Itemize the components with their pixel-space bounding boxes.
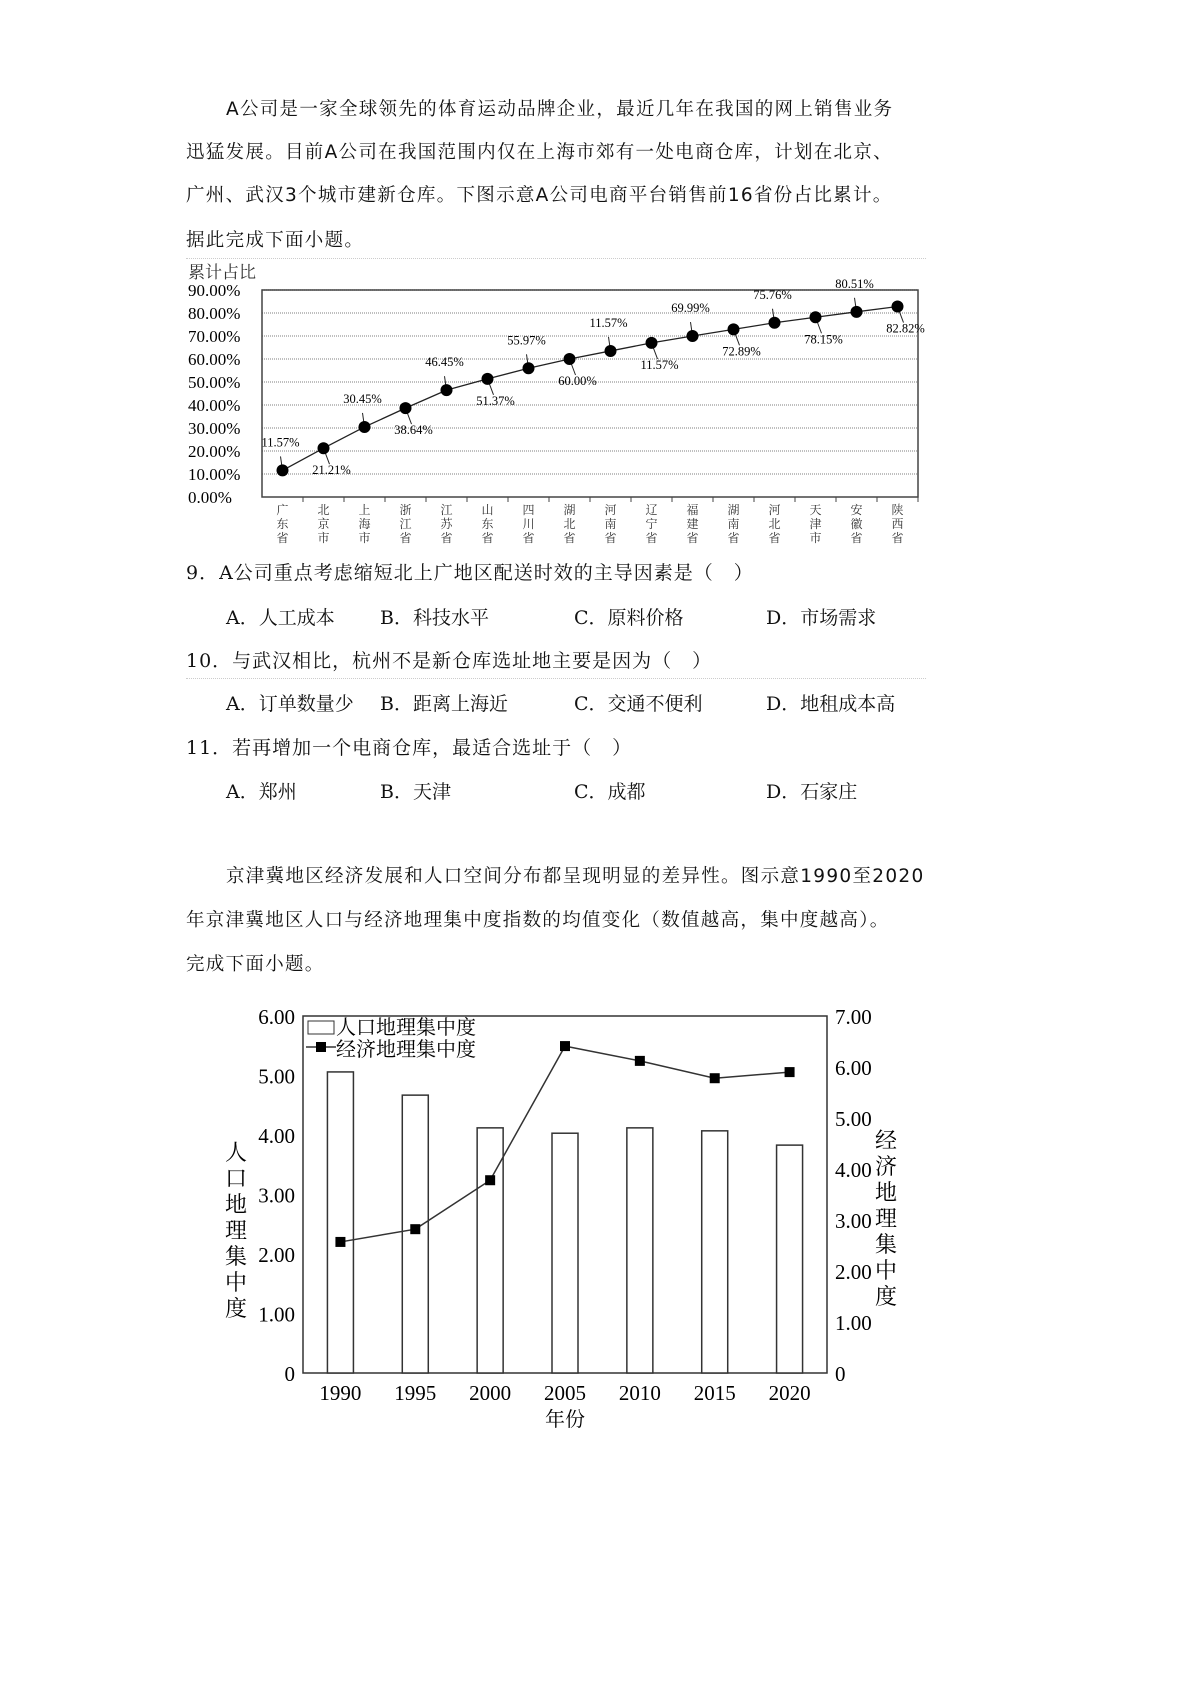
y-tick-label: 60.00% [188, 350, 241, 369]
data-label: 78.15% [804, 332, 843, 347]
left-axis-title: 地 [224, 1192, 248, 1217]
passage2-line: 完成下面小题。 [186, 954, 325, 975]
bar [777, 1145, 803, 1373]
q11-option-d: D．石家庄 [766, 781, 858, 803]
data-point [810, 311, 822, 323]
data-label: 46.45% [425, 355, 464, 370]
x-tick-label: 海 [358, 517, 371, 531]
x-tick-label: 2020 [768, 1381, 811, 1405]
right-tick-label: 4.00 [835, 1158, 872, 1182]
x-tick-label: 山 [481, 503, 494, 517]
left-tick-label: 4.00 [258, 1124, 295, 1148]
data-point [892, 301, 904, 313]
x-tick-label: 辽 [645, 503, 658, 517]
x-tick-label: 省 [727, 531, 740, 545]
data-point [523, 362, 535, 374]
x-tick-label: 苏 [440, 517, 453, 531]
cumulative-share-chart [0, 0, 1200, 560]
x-tick-label: 上 [358, 503, 371, 517]
x-tick-label: 省 [481, 531, 494, 545]
x-tick-label: 省 [276, 531, 289, 545]
data-point [646, 337, 658, 349]
q10-option-a: A．订单数量少 [226, 693, 354, 715]
q10-option-d: D．地租成本高 [766, 693, 896, 715]
right-tick-label: 7.00 [835, 1005, 872, 1029]
left-tick-label: 3.00 [258, 1183, 295, 1208]
data-label: 82.82% [886, 321, 925, 336]
q9-option-a: A．人工成本 [226, 607, 335, 629]
right-tick-label: 2.00 [835, 1260, 872, 1284]
data-point [277, 464, 289, 476]
y-tick-label: 10.00% [188, 465, 241, 484]
q9-option-c: C．原料价格 [574, 607, 684, 629]
left-tick-label: 5.00 [258, 1064, 295, 1089]
legend-label: 经济地理集中度 [336, 1039, 476, 1061]
data-point [560, 1041, 570, 1051]
q9-option-b: B．科技水平 [380, 607, 489, 629]
left-axis-title: 理 [224, 1218, 248, 1243]
x-tick-label: 省 [645, 531, 658, 545]
y-tick-label: 0.00% [188, 488, 232, 507]
left-tick-label: 0 [284, 1362, 295, 1386]
legend-marker [316, 1042, 326, 1052]
data-point [635, 1056, 645, 1066]
data-point [728, 323, 740, 335]
x-tick-label: 建 [686, 517, 699, 531]
x-tick-label: 省 [891, 531, 904, 545]
data-point [710, 1073, 720, 1083]
y-tick-label: 70.00% [188, 327, 241, 346]
x-tick-label: 北 [768, 517, 781, 531]
x-tick-label: 京 [317, 517, 330, 531]
x-tick-label: 市 [317, 531, 330, 545]
y-tick-label: 90.00% [188, 281, 241, 300]
q10-option-c: C．交通不便利 [574, 693, 703, 715]
data-label: 60.00% [558, 374, 597, 388]
y-tick-label: 50.00% [188, 373, 241, 392]
passage1-line: A公司是一家全球领先的体育运动品牌企业，最近几年在我国的网上销售业务 [226, 99, 894, 120]
x-tick-label: 陕 [891, 503, 904, 517]
data-point [564, 353, 576, 365]
y-tick-label: 80.00% [188, 304, 241, 323]
x-tick-label: 南 [604, 517, 617, 531]
left-tick-label: 2.00 [258, 1243, 295, 1267]
data-point [400, 402, 412, 414]
right-tick-label: 5.00 [835, 1107, 872, 1131]
bar [702, 1131, 728, 1373]
data-label: 11.57% [589, 315, 628, 330]
right-axis-title: 理 [874, 1206, 898, 1231]
data-point [785, 1067, 795, 1077]
passage2-line: 年京津冀地区人口与经济地理集中度指数的均值变化（数值越高，集中度越高）。 [186, 910, 890, 931]
x-tick-label: 四 [522, 503, 535, 517]
data-point [410, 1224, 420, 1234]
data-point [851, 306, 863, 318]
data-point [441, 384, 453, 396]
x-tick-label: 省 [440, 531, 453, 545]
data-label: 55.97% [507, 333, 546, 348]
x-tick-label: 江 [399, 517, 412, 531]
passage2-line: 京津冀地区经济发展和人口空间分布都呈现明显的差异性。图示意1990至2020 [226, 866, 925, 887]
q11-option-b: B．天津 [380, 781, 451, 803]
x-tick-label: 西 [891, 517, 904, 531]
x-tick-label: 东 [481, 517, 494, 531]
right-axis-title: 中 [874, 1258, 898, 1283]
x-tick-label: 湖 [563, 503, 576, 517]
y-tick-label: 40.00% [188, 396, 241, 415]
data-label: 69.99% [671, 301, 710, 316]
x-tick-label: 省 [686, 531, 699, 545]
x-tick-label: 河 [604, 503, 617, 517]
x-tick-label: 北 [563, 517, 576, 531]
data-point [485, 1175, 495, 1185]
x-tick-label: 2005 [544, 1381, 586, 1405]
left-axis-title: 集 [224, 1244, 248, 1269]
data-label: 80.51% [835, 276, 874, 291]
x-tick-label: 安 [850, 503, 863, 517]
q9-option-d: D．市场需求 [766, 607, 877, 629]
x-tick-label: 1995 [394, 1381, 437, 1405]
data-point [318, 442, 330, 454]
data-point [482, 373, 494, 385]
data-label: 21.21% [312, 463, 351, 478]
data-point [359, 421, 371, 433]
x-tick-label: 省 [399, 531, 412, 545]
legend-label: 人口地理集中度 [336, 1017, 476, 1039]
x-tick-label: 市 [358, 531, 371, 545]
x-tick-label: 2015 [693, 1381, 736, 1405]
data-label: 38.64% [394, 423, 433, 438]
right-tick-label: 6.00 [835, 1056, 872, 1080]
y-axis-title: 累计占比 [188, 263, 256, 282]
x-tick-label: 河 [768, 503, 781, 517]
x-tick-label: 川 [522, 517, 535, 531]
x-tick-label: 江 [440, 503, 453, 517]
left-tick-label: 1.00 [258, 1302, 295, 1327]
data-point [687, 330, 699, 342]
question-10: 10．与武汉相比，杭州不是新仓库选址地主要是因为（ ） [186, 650, 713, 672]
passage1-line: 广州、武汉3个城市建新仓库。下图示意A公司电商平台销售前16省份占比累计。 [186, 185, 893, 206]
bar [327, 1072, 353, 1373]
x-tick-label: 徽 [850, 517, 863, 531]
question-11: 11．若再增加一个电商仓库，最适合选址于（ ） [186, 737, 633, 759]
x-tick-label: 1990 [319, 1381, 362, 1405]
question-9: 9．A公司重点考虑缩短北上广地区配送时效的主导因素是（ ） [186, 562, 754, 584]
right-tick-label: 0 [835, 1362, 846, 1386]
right-axis-title: 经 [874, 1128, 898, 1153]
bar [627, 1128, 653, 1373]
right-axis-title: 度 [874, 1284, 898, 1309]
left-axis-title: 度 [224, 1296, 248, 1321]
q11-option-a: A．郑州 [226, 781, 297, 803]
q11-option-c: C．成都 [574, 781, 646, 803]
right-tick-label: 1.00 [835, 1311, 872, 1335]
x-tick-label: 福 [686, 503, 699, 517]
right-axis-title: 地 [874, 1180, 898, 1205]
series-line [283, 307, 898, 471]
right-tick-label: 3.00 [835, 1209, 872, 1233]
data-point [335, 1237, 345, 1247]
x-tick-label: 省 [522, 531, 535, 545]
x-tick-label: 省 [604, 531, 617, 545]
x-tick-label: 省 [850, 531, 863, 545]
left-axis-title: 人 [224, 1140, 248, 1165]
x-axis-title: 年份 [545, 1409, 585, 1431]
x-tick-label: 东 [276, 517, 289, 531]
passage1-line: 迅猛发展。目前A公司在我国范围内仅在上海市郊有一处电商仓库，计划在北京、 [186, 142, 893, 163]
left-tick-label: 6.00 [258, 1005, 295, 1029]
data-label: 72.89% [722, 344, 761, 359]
concentration-chart [0, 990, 1200, 1450]
data-point [605, 345, 617, 357]
x-tick-label: 2000 [469, 1381, 512, 1405]
x-tick-label: 天 [809, 503, 822, 517]
bar [552, 1133, 578, 1373]
data-label: 75.76% [753, 287, 792, 302]
x-tick-label: 湖 [727, 503, 740, 517]
q10-option-b: B．距离上海近 [380, 693, 508, 715]
divider [186, 678, 926, 679]
x-tick-label: 津 [809, 517, 822, 531]
data-label: 51.37% [476, 393, 515, 408]
data-label: 11.57% [640, 357, 679, 372]
x-tick-label: 浙 [399, 503, 412, 517]
x-tick-label: 南 [727, 517, 740, 531]
y-tick-label: 30.00% [188, 419, 241, 438]
x-tick-label: 省 [768, 531, 781, 545]
data-label: 11.57% [261, 435, 300, 450]
x-tick-label: 省 [563, 531, 576, 545]
x-tick-label: 2010 [618, 1381, 661, 1405]
passage1-line: 据此完成下面小题。 [186, 230, 365, 251]
x-tick-label: 市 [809, 531, 822, 545]
left-axis-title: 口 [224, 1166, 248, 1191]
y-tick-label: 20.00% [188, 442, 241, 461]
right-axis-title: 集 [874, 1232, 898, 1257]
x-tick-label: 宁 [645, 517, 658, 531]
data-label: 30.45% [343, 391, 382, 406]
x-tick-label: 广 [276, 503, 289, 517]
data-point [769, 317, 781, 329]
x-tick-label: 北 [317, 503, 330, 517]
left-axis-title: 中 [224, 1270, 248, 1295]
right-axis-title: 济 [874, 1154, 898, 1179]
legend-bar-swatch [308, 1021, 334, 1034]
